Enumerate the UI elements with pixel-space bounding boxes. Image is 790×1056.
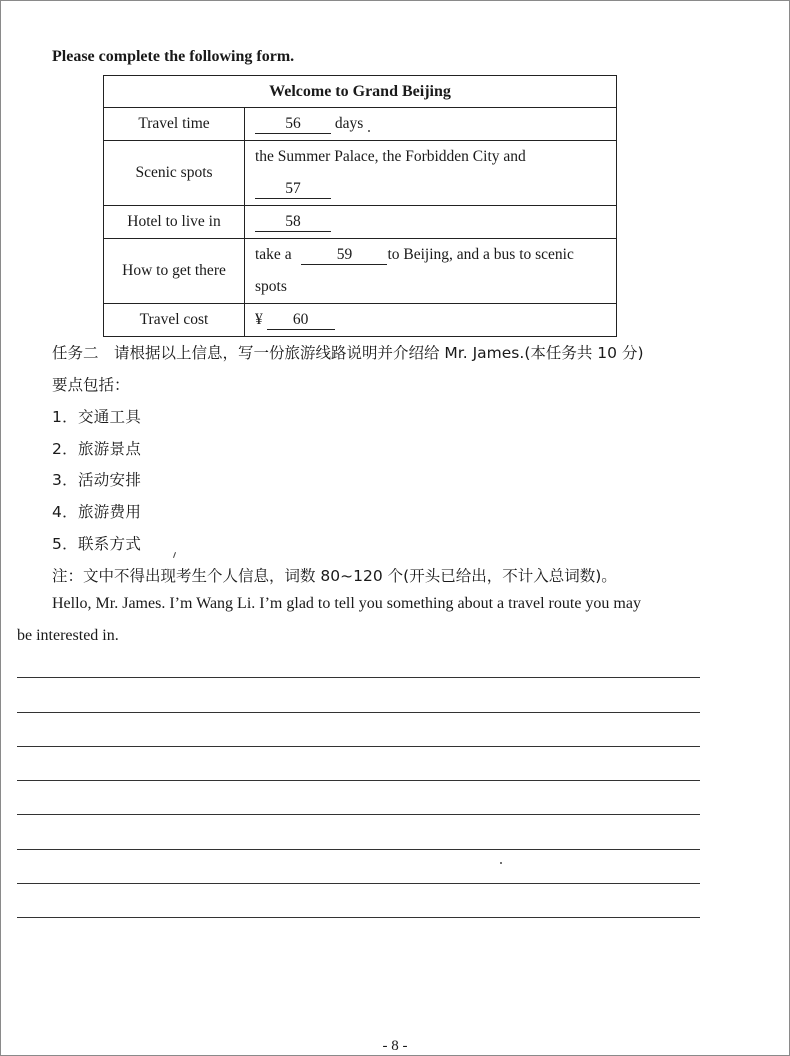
- writing-line[interactable]: [17, 849, 700, 850]
- stray-mark: [368, 130, 370, 132]
- word-count-note: 注：文中不得出现考生个人信息，词数 80~120 个(开头已给出，不计入总词数)。: [52, 567, 617, 585]
- how-to-get-value: [245, 239, 617, 304]
- scenic-spots-text: the Summer Palace, the Forbidden City and: [255, 148, 526, 165]
- points-heading: 要点包括：: [52, 376, 130, 394]
- point-3: 3．活动安排: [52, 471, 142, 489]
- point-1: 1．交通工具: [52, 408, 142, 426]
- travel-time-unit: days: [334, 115, 364, 132]
- hotel-value: [245, 206, 617, 239]
- travel-time-label: Travel time: [104, 108, 245, 141]
- table-row: [104, 141, 617, 206]
- scenic-spots-label: Scenic spots: [104, 141, 245, 206]
- stray-mark: [500, 862, 502, 864]
- table-row: [104, 206, 617, 239]
- blank-60: 60: [267, 311, 335, 330]
- how-to-get-after2: spots: [255, 278, 287, 295]
- travel-time-value: [245, 108, 617, 141]
- task-title: 任务二 请根据以上信息，写一份旅游线路说明并介绍给 Mr. James.(本任务共 10 分): [52, 344, 644, 362]
- table-row: [104, 304, 617, 337]
- table-row: [104, 108, 617, 141]
- travel-cost-value: [245, 304, 617, 337]
- hotel-label: Hotel to live in: [104, 206, 245, 239]
- how-to-get-before: take a: [255, 246, 292, 263]
- how-to-get-label: How to get there: [104, 239, 245, 304]
- writing-line[interactable]: [17, 677, 700, 678]
- writing-line[interactable]: [17, 746, 700, 747]
- scenic-spots-value: [245, 141, 617, 206]
- form-instruction: Please complete the following form.: [52, 48, 295, 65]
- table-row: [104, 239, 617, 304]
- form-title: Welcome to Grand Beijing: [104, 76, 617, 108]
- writing-line[interactable]: [17, 917, 700, 918]
- yuan-symbol: ¥: [255, 311, 263, 328]
- writing-line[interactable]: [17, 814, 700, 815]
- opening-line-2: be interested in.: [17, 627, 119, 644]
- blank-57: 57: [255, 180, 331, 199]
- page-number: - 8 -: [382, 1038, 408, 1054]
- point-5: 5．联系方式: [52, 535, 142, 553]
- opening-line-1: Hello, Mr. James. I’m Wang Li. I’m glad to tell you something about a travel route you may: [52, 595, 641, 612]
- point-4: 4．旅游费用: [52, 503, 142, 521]
- blank-59: 59: [301, 246, 387, 265]
- travel-cost-label: Travel cost: [104, 304, 245, 337]
- point-2: 2．旅游景点: [52, 440, 142, 458]
- how-to-get-after: to Beijing, and a bus to scenic: [387, 246, 574, 263]
- writing-line[interactable]: [17, 780, 700, 781]
- blank-56: 56: [255, 115, 331, 134]
- blank-58: 58: [255, 213, 331, 232]
- writing-line[interactable]: [17, 712, 700, 713]
- writing-line[interactable]: [17, 883, 700, 884]
- travel-form-table: [103, 75, 617, 337]
